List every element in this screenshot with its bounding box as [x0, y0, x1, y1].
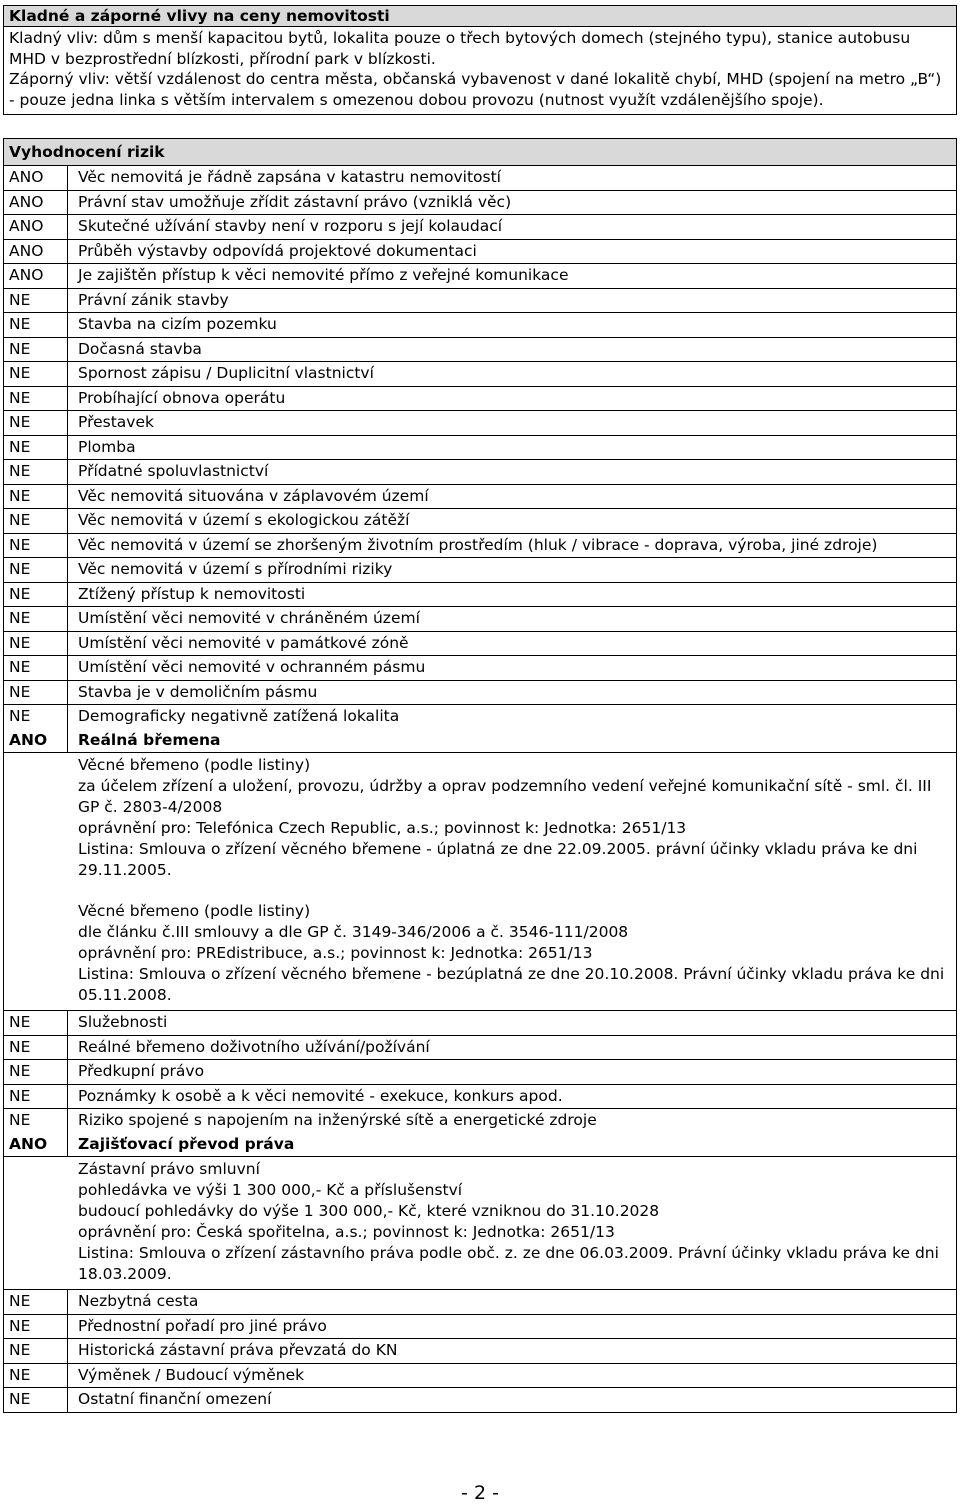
risk-label: Ztížený přístup k nemovitosti: [78, 584, 306, 603]
risk-answer: ANO: [4, 264, 68, 288]
risk-row-burdens: [4, 729, 956, 754]
risk-label: Věc nemovitá v území se zhoršeným životním prostředím (hluk / vibrace - doprava, výroba, jiné zdroje): [78, 535, 878, 554]
detail-line: budoucí pohledávky do výše 1 300 000,- Kč, které vzniknou do 31.10.2028: [78, 1202, 660, 1220]
risk-answer: NE: [4, 705, 68, 729]
influences-section: [3, 5, 957, 115]
positive-influence: Kladný vliv: dům s menší kapacitou bytů, lokalita pouze o třech bytových domech (stejného typu), stanice autobusu MHD v bezprostřední blízkosti, přírodní park v blízkosti.: [9, 29, 911, 68]
risk-table-title: Vyhodnocení rizik: [4, 139, 956, 166]
risk-label: Výměnek / Budoucí výměnek: [78, 1365, 305, 1384]
risk-answer: NE: [4, 460, 68, 484]
risk-row: [4, 313, 956, 338]
risk-label: Poznámky k osobě a k věci nemovité - exekuce, konkurs apod.: [78, 1086, 563, 1105]
risk-label: Demograficky negativně zatížená lokalita: [78, 707, 400, 725]
risk-row: [4, 240, 956, 265]
risk-answer: NE: [4, 1388, 68, 1412]
risk-group-2: [4, 1011, 956, 1133]
risk-row: [4, 166, 956, 191]
risk-label: Stavba na cizím pozemku: [78, 315, 277, 333]
detail-line: Listina: Smlouva o zřízení věcného břemene - úplatná ze dne 22.09.2005. právní účinky vkladu práva ke dni 29.11.2005.: [78, 840, 918, 879]
detail-line: Věcné břemeno (podle listiny): [78, 756, 311, 774]
risk-row: [4, 362, 956, 387]
risk-label: Plomba: [78, 437, 136, 456]
risk-label: Dočasná stavba: [78, 339, 202, 358]
risk-row: [4, 1364, 956, 1389]
risk-table: [3, 138, 957, 1413]
risk-row: [4, 583, 956, 608]
risk-row: [4, 558, 956, 583]
risk-label: Umístění věci nemovité v chráněném území: [78, 609, 420, 627]
risk-answer: NE: [4, 411, 68, 435]
risk-answer: NE: [4, 656, 68, 680]
detail-line: Listina: Smlouva o zřízení věcného břemene - bezúplatná ze dne 20.10.2008. Právní účinky vkladu práva ke dni 05.11.2008.: [78, 965, 945, 1004]
risk-answer: NE: [4, 1109, 68, 1133]
risk-label: Spornost zápisu / Duplicitní vlastnictví: [78, 364, 374, 382]
risk-answer: ANO: [4, 215, 68, 239]
risk-answer: NE: [4, 338, 68, 362]
risk-answer: NE: [4, 1339, 68, 1363]
risk-row: [4, 436, 956, 461]
risk-row: [4, 632, 956, 657]
risk-label: Je zajištěn přístup k věci nemovité přímo z veřejné komunikace: [78, 266, 569, 284]
risk-answer: NE: [4, 313, 68, 337]
risk-answer: ANO: [4, 166, 68, 190]
risk-label: Historická zástavní práva převzatá do KN: [78, 1341, 398, 1359]
risk-row: [4, 1290, 956, 1315]
risk-row: [4, 1388, 956, 1412]
risk-label: Věc nemovitá v území s přírodními riziky: [78, 560, 393, 578]
risk-row: [4, 264, 956, 289]
risk-row: [4, 681, 956, 706]
risk-answer: NE: [4, 1315, 68, 1339]
risk-answer: NE: [4, 1085, 68, 1109]
risk-row: [4, 1036, 956, 1061]
risk-label: Nezbytná cesta: [78, 1292, 199, 1310]
risk-label: Přednostní pořadí pro jiné právo: [78, 1316, 327, 1335]
risk-label: Probíhající obnova operátu: [78, 388, 286, 407]
risk-row: [4, 1085, 956, 1110]
risk-label: Umístění věci nemovité v ochranném pásmu: [78, 658, 426, 676]
risk-answer: NE: [4, 485, 68, 509]
risk-answer: NE: [4, 509, 68, 533]
risk-row: [4, 387, 956, 412]
pledge-detail: [4, 1157, 956, 1290]
risk-row: [4, 411, 956, 436]
risk-label: Věc nemovitá situována v záplavovém území: [78, 486, 429, 505]
risk-row: [4, 1060, 956, 1085]
risk-label: Stavba je v demoličním pásmu: [78, 682, 318, 701]
risk-row: [4, 1339, 956, 1364]
risk-row: [4, 485, 956, 510]
risk-label: Průběh výstavby odpovídá projektové dokumentaci: [78, 241, 477, 260]
risk-label: Umístění věci nemovité v památkové zóně: [78, 633, 409, 652]
risk-label: Služebnosti: [78, 1013, 168, 1031]
detail-line: za účelem zřízení a uložení, provozu, údržby a oprav podzemního vedení veřejné komunikační sítě - sml. čl. III GP č. 2803-4/2008: [78, 777, 932, 816]
negative-influence: Záporný vliv: větší vzdálenost do centra města, občanská vybavenost v dané lokalitě chybí, MHD (spojení na metro „B“) - pouze jedna linka s větším intervalem s omezenou dobou provozu (nutnost využít vzdálenějšího spoje).: [9, 70, 942, 109]
risk-row: [4, 338, 956, 363]
risk-answer: NE: [4, 1290, 68, 1314]
risk-answer: NE: [4, 681, 68, 705]
risk-row: [4, 509, 956, 534]
risk-label: Přídatné spoluvlastnictví: [78, 462, 269, 480]
risk-label: Ostatní finanční omezení: [78, 1390, 272, 1408]
detail-line: dle článku č.III smlouvy a dle GP č. 3149-346/2006 a č. 3546-111/2008: [78, 923, 629, 941]
risk-answer: NE: [4, 1036, 68, 1060]
risk-answer: NE: [4, 607, 68, 631]
risk-answer: ANO: [4, 240, 68, 264]
risk-label: Předkupní právo: [78, 1062, 205, 1080]
risk-row: [4, 705, 956, 729]
risk-label: Přestavek: [78, 413, 154, 431]
risk-answer: NE: [4, 387, 68, 411]
detail-line: Listina: Smlouva o zřízení zástavního práva podle obč. z. ze dne 06.03.2009. Právní účinky vkladu práva ke dni 18.03.2009.: [78, 1244, 939, 1283]
detail-line: oprávnění pro: Telefónica Czech Republic, a.s.; povinnost k: Jednotka: 2651/13: [78, 819, 687, 837]
risk-answer: NE: [4, 558, 68, 582]
risk-label: Věc nemovitá v území s ekologickou zátěží: [78, 511, 410, 529]
risk-answer: NE: [4, 289, 68, 313]
risk-answer: NE: [4, 1060, 68, 1084]
risk-label: Reálná břemena: [78, 730, 221, 749]
risk-answer: NE: [4, 583, 68, 607]
risk-label: Právní stav umožňuje zřídit zástavní právo (vzniklá věc): [78, 192, 512, 211]
risk-answer: NE: [4, 436, 68, 460]
risk-row: [4, 1315, 956, 1340]
risk-row: [4, 215, 956, 240]
influences-title: Kladné a záporné vlivy na ceny nemovitosti: [4, 6, 956, 27]
risk-answer: NE: [4, 1011, 68, 1035]
risk-row: [4, 1109, 956, 1133]
risk-row-pledge: [4, 1133, 956, 1158]
risk-answer: ANO: [4, 191, 68, 215]
risk-row: [4, 1011, 956, 1036]
influences-body: [4, 27, 956, 110]
risk-row: [4, 656, 956, 681]
risk-label: Skutečné užívání stavby není v rozporu s její kolaudací: [78, 217, 503, 235]
detail-line: Věcné břemeno (podle listiny): [78, 902, 311, 920]
risk-group-3: [4, 1290, 956, 1412]
risk-answer: ANO: [4, 1133, 68, 1157]
risk-label: Právní zánik stavby: [78, 290, 229, 309]
risk-row: [4, 289, 956, 314]
risk-answer: NE: [4, 534, 68, 558]
risk-label: Riziko spojené s napojením na inženýrské sítě a energetické zdroje: [78, 1111, 597, 1129]
detail-line: oprávnění pro: Česká spořitelna, a.s.; povinnost k: Jednotka: 2651/13: [78, 1223, 615, 1241]
risk-label: Zajišťovací převod práva: [78, 1134, 295, 1153]
detail-line: Zástavní právo smluvní: [78, 1160, 260, 1178]
page-number: - 2 -: [461, 1482, 499, 1504]
detail-line: pohledávka ve výši 1 300 000,- Kč a příslušenství: [78, 1181, 463, 1199]
risk-row: [4, 607, 956, 632]
risk-answer: ANO: [4, 729, 68, 753]
risk-group-1: [4, 166, 956, 729]
risk-label: Reálné břemeno doživotního užívání/požívání: [78, 1037, 430, 1056]
detail-line: oprávnění pro: PREdistribuce, a.s.; povinnost k: Jednotka: 2651/13: [78, 944, 593, 962]
risk-answer: NE: [4, 362, 68, 386]
risk-label: Věc nemovitá je řádně zapsána v katastru nemovitostí: [78, 168, 501, 186]
risk-answer: NE: [4, 1364, 68, 1388]
burden-detail: [4, 753, 956, 1011]
risk-row: [4, 460, 956, 485]
risk-row: [4, 534, 956, 559]
risk-row: [4, 191, 956, 216]
risk-answer: NE: [4, 632, 68, 656]
detail-line: [78, 881, 946, 901]
